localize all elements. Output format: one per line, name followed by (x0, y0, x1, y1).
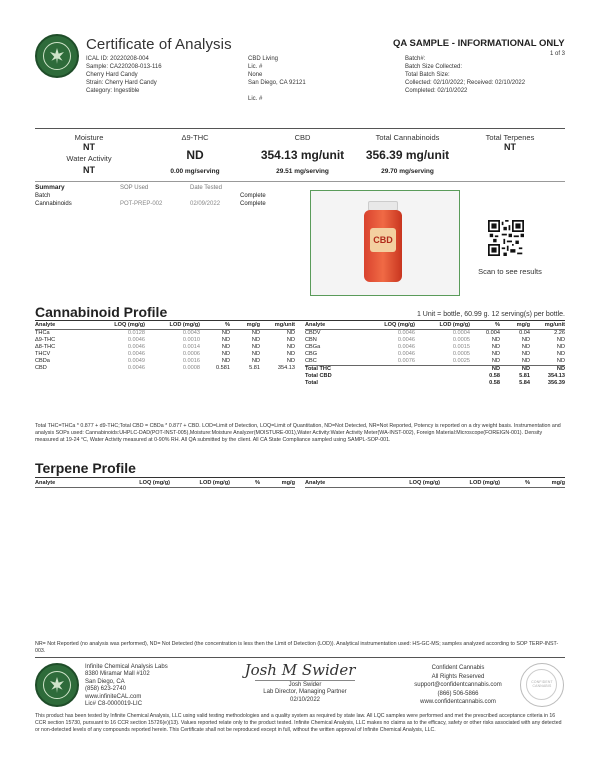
cannabinoid-row: Δ9-THC 0.0046 0.0010 ND ND ND (35, 337, 295, 343)
bottle-body (364, 210, 402, 282)
lab-address-1: 8380 Miramar Mall #102 (85, 671, 150, 678)
cc-name: Confident Cannabis (431, 665, 485, 671)
cc-seal-text: CONFIDENT CANNABIS (531, 680, 553, 689)
lab-id: ICAL ID: 20220208-004 (86, 56, 149, 62)
qr-code[interactable] (488, 220, 524, 256)
lab-contact (85, 664, 168, 708)
water-activity-value: NT (83, 165, 95, 175)
summary-table (35, 184, 266, 208)
signature: Josh M Swider (244, 661, 356, 679)
cannabinoid-row: CBN 0.0046 0.0005 ND ND ND (305, 337, 565, 343)
batch-size: Batch Size Collected: (405, 64, 463, 70)
signer-title: Lab Director, Managing Partner (263, 689, 347, 696)
summary-row-batch: Batch Complete (35, 193, 266, 199)
total-cannabinoids-serving: 29.70 mg/serving (381, 168, 434, 176)
d9-thc-label: Δ9-THC (181, 133, 209, 142)
strain: Strain: Cherry Hard Candy (86, 80, 157, 86)
moisture-block (35, 133, 143, 176)
client-address-line1: None (248, 72, 263, 78)
client-address-line2: San Diego, CA 92121 (248, 80, 306, 86)
terpene-profile-title: Terpene Profile (35, 460, 136, 476)
cc-rights: All Rights Reserved (431, 673, 485, 680)
summary-divider (35, 181, 565, 182)
batch-number: Batch#: (405, 56, 426, 62)
d9-thc-block (140, 133, 250, 177)
bottle-label: CBD (370, 228, 396, 252)
total-batch-size: Total Batch Size: (405, 72, 450, 78)
completed-date: Completed: 02/10/2022 (405, 88, 468, 94)
sample-info (86, 55, 162, 95)
cannabinoid-row: Δ8-THC 0.0046 0.0014 ND ND ND (35, 344, 295, 350)
cbd-block (245, 133, 360, 177)
sign-date: 02/10/2022 (289, 696, 321, 703)
lab-license: Lic# C8-0000019-LIC (85, 701, 143, 708)
signature-line (255, 680, 355, 681)
unit-note: 1 Unit = bottle, 60.99 g. 12 serving(s) per bottle. (416, 311, 565, 318)
summary-row-cannabinoids: Cannabinoids POT-PREP-002 02/09/2022 Complete (35, 201, 266, 207)
page-title: Certificate of Analysis (86, 36, 232, 53)
cc-contact (408, 664, 508, 707)
product-name: Cherry Hard Candy (86, 72, 138, 78)
total-cannabinoids-block (350, 133, 465, 177)
lab-name: Infinite Chemical Analysis Labs (85, 664, 168, 670)
cc-seal (520, 663, 564, 707)
category: Category: Ingestible (86, 88, 140, 94)
total-terpenes-block (460, 133, 560, 154)
cc-website[interactable]: www.confidentcannabis.com (420, 699, 496, 705)
page-number: 1 of 3 (549, 51, 565, 57)
client-license-2: Lic. # (248, 96, 263, 102)
cannabinoid-row: CBDV 0.0046 0.0004 0.004 0.04 2.26 (305, 330, 565, 336)
d9-thc-serving: 0.00 mg/serving (170, 168, 220, 176)
cannabinoid-total-row: Total CBD 0.58 5.81 354.13 (305, 373, 565, 379)
cannabinoid-notes: Total THC=THCa * 0.877 + d9-THC;Total CBD = CBDa * 0.877 + CBD. LOD=Limit of Detection, LOQ=Limit of Quantitation, ND=Not Detected, NR=Not Reported, Potency is reported on a dry weight basis. Instrumentation and analysis SOPs used: Cannabinoids:UHPLC-DAD(POT-INST-005),Moisture:Moisture Analyzer(MOISTURE-001),Water Activity:Water Activity Meter(WA-INST-002), Foreign Material:Microscope(FOREIGN-001). Density measured at 19-24 °C, Water Activity measured at 0-90% RH. All QA submitted by the client. All CA State Compliance sampled using SAMPL-SOP-001. (35, 423, 561, 443)
footer-lab-logo (35, 663, 79, 707)
footer-divider (35, 657, 565, 658)
d9-thc-value: ND (186, 148, 204, 163)
cannabinoid-row: THCV 0.0046 0.0006 ND ND ND (35, 351, 295, 357)
product-image (310, 190, 460, 296)
cc-phone: (866) 506-5866 (437, 690, 479, 697)
cannabinoid-divider (35, 320, 565, 321)
summary-sop-header: SOP Used (120, 185, 149, 191)
water-activity-label: Water Activity (66, 153, 112, 163)
cannabinoid-total-row: Total 0.58 5.84 356.39 (305, 380, 565, 386)
total-cannabinoids-value: 356.39 mg/unit (365, 148, 450, 163)
client-info (248, 55, 306, 103)
sample-id: Sample: CA220208-013-116 (86, 64, 162, 70)
collected-date: Collected: 02/10/2022; Received: 02/10/2022 (405, 80, 526, 86)
signer-name: Josh Swider (288, 682, 322, 688)
lab-address-2: San Diego, CA (85, 678, 125, 685)
cannabinoid-row: CBG 0.0046 0.0005 ND ND ND (305, 351, 565, 357)
cannabinoid-row: CBD 0.0046 0.0008 0.581 5.81 354.13 (35, 365, 295, 371)
summary-date-header: Date Tested (190, 185, 222, 191)
signer-block (225, 682, 385, 704)
terpene-divider (35, 477, 565, 478)
lab-website[interactable]: www.infiniteCAL.com (85, 693, 142, 700)
disclaimer: This product has been tested by Infinite Chemical Analysis, LLC using valid testing methodologies and a quality system as required by state law. All LQC samples were performed and met the prescribed acceptance criteria in 16 CCR section 15730, pursuant to 16 CCR section 15726(e)(13). Values reported relate only to the product tested. Infinite Chemical Analysis, LLC makes no claims as to the efficacy, safety or other risks associated with any detected or non-detected levels of any compounds reported herein. This Certificate shall not be reproduced except in full, without the written approval of Infinite Chemical Analysis, LLC. (35, 713, 562, 733)
cannabinoid-row: THCa 0.0128 0.0043 ND ND ND (35, 330, 295, 336)
terpene-table-left: Analyte LOQ (mg/g) LOD (mg/g) % mg/g (35, 480, 295, 486)
qa-title: QA SAMPLE - INFORMATIONAL ONLY (393, 38, 565, 49)
qr-caption: Scan to see results (478, 267, 542, 276)
total-cannabinoids-label: Total Cannabinoids (375, 133, 440, 142)
cbd-label: CBD (294, 133, 311, 142)
cbd-serving: 29.51 mg/serving (276, 168, 329, 176)
client-name: CBD Living (248, 56, 279, 62)
cannabinoid-row: CBDa 0.0049 0.0016 ND ND ND (35, 358, 295, 364)
moisture-value: NT (83, 142, 95, 153)
header-divider (35, 128, 565, 129)
cc-email[interactable]: support@confidentcannabis.com (414, 682, 502, 688)
cannabinoid-profile-title: Cannabinoid Profile (35, 304, 168, 320)
lab-logo (35, 34, 79, 78)
client-license: Lic. # (248, 64, 263, 70)
cannabinoid-table-right: Analyte LOQ (mg/g) LOD (mg/g) % mg/g mg/unit CBDV 0.0046 0.0004 0.004 0.04 2.26 CBN 0.0046 0.0005 ND ND ND CBGa 0.0046 0.0015 ND ND ND CBG 0.0046 0.0005 ND ND ND CBC 0.0076 0.0025 ND ND ND Total THC ND ND ND Total CBD 0.58 5.81 354.13 Total 0.58 5.84 356.39 (305, 322, 565, 386)
total-terpenes-label: Total Terpenes (485, 133, 535, 142)
lab-phone: (858) 623-2740 (85, 686, 127, 693)
cannabinoid-row: CBC 0.0076 0.0025 ND ND ND (305, 358, 565, 364)
cannabinoid-row: CBGa 0.0046 0.0015 ND ND ND (305, 344, 565, 350)
cannabinoid-total-row: Total THC ND ND ND (305, 366, 565, 372)
terpene-notes: NR= Not Reported (no analysis was performed), ND= Not Detected (the concentration is less then the Limit of Detection (LOD)). Analytical instrumentation used: HS-GC-MS; samples analyzed according to SOP TERP-INST-003. (35, 641, 559, 654)
total-terpenes-value: NT (504, 142, 516, 153)
cannabinoid-table-left: Analyte LOQ (mg/g) LOD (mg/g) % mg/g mg/unit THCa 0.0128 0.0043 ND ND ND Δ9-THC 0.0046 0.0010 ND ND ND Δ8-THC 0.0046 0.0014 ND ND ND THCV 0.0046 0.0006 ND ND ND CBDa 0.0049 0.0016 ND ND ND CBD 0.0046 0.0008 0.581 5.81 354.13 (35, 322, 295, 371)
batch-info (405, 55, 525, 95)
terpene-table-right: Analyte LOQ (mg/g) LOD (mg/g) % mg/g (305, 480, 565, 486)
moisture-label: Moisture (74, 133, 104, 142)
cbd-value: 354.13 mg/unit (260, 148, 345, 163)
summary-title: Summary (35, 184, 65, 191)
